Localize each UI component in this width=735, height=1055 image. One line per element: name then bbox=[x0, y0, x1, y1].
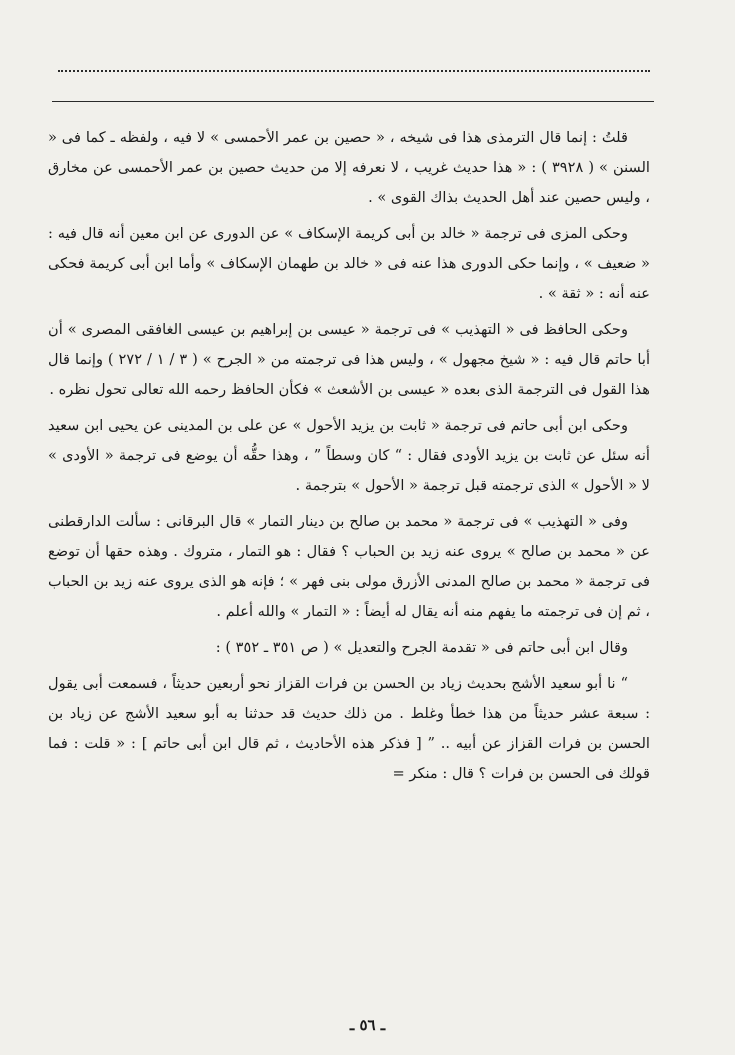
paragraph-6: وقال ابن أبى حاتم فى « تقدمة الجرح والتعديل » ( ص ٣٥١ ـ ٣٥٢ ) : bbox=[215, 639, 628, 656]
page-body bbox=[48, 123, 650, 795]
paragraph-3: وحكى الحافظ فى « التهذيب » فى ترجمة « عيسى بن إبراهيم بن عيسى الغافقى المصرى » أن أبا حاتم قال فيه : « شيخ مجهول » ، وليس هذا فى ترجمته من « الجرح » ( ٣ / ١ / ٢٧٢ ) وإنما قال هذا القول فى الترجمة الذى بعده « عيسى بن الأشعث » فكأن الحافظ رحمه الله تعالى تحول نظره . bbox=[48, 321, 650, 398]
paragraph-1: قلتُ : إنما قال الترمذى هذا فى شيخه ، « حصين بن عمر الأحمسى » لا فيه ، ولفظه ـ كما فى « السنن » ( ٣٩٢٨ ) : « هذا حديث غريب ، لا نعرفه إلا من حديث حصين بن عمر الأحمسى عن مخارق ، وليس حصين عند أهل الحديث بذاك القوى » . bbox=[48, 129, 650, 206]
paragraph-2: وحكى المزى فى ترجمة « خالد بن أبى كريمة الإسكاف » عن الدورى عن ابن معين أنه قال فيه : « ضعيف » ، وإنما حكى الدورى هذا عنه فى « خالد بن طهمان الإسكاف » وأما ابن أبى كريمة فحكى عنه أنه : « ثقة » . bbox=[48, 225, 650, 302]
paragraph-4: وحكى ابن أبى حاتم فى ترجمة « ثابت بن يزيد الأحول » عن على بن المدينى عن يحيى ابن سعيد أنه سئل عن ثابت بن يزيد الأودى فقال : “ كان وسطاً ” ، وهذا حقُّه أن يوضع فى ترجمة « الأودى » لا « الأحول » الذى ترجمته قبل ترجمة « الأحول » بترجمة . bbox=[48, 417, 650, 494]
page-number: ـ ٥٦ ـ bbox=[349, 1016, 386, 1034]
header-dotted-rule bbox=[58, 70, 650, 72]
paragraph-7: “ نا أبو سعيد الأشج بحديث زياد بن الحسن بن فرات القزاز نحو أربعين حديثاً ، فسمعت أبى يقول : سبعة عشر حديثاً من هذا خطأ وغلط . من ذلك حديث قد حدثنا به أبو سعيد الأشج عن زياد بن الحسن بن فرات القزاز عن أبيه .. ” [ فذكر هذه الأحاديث ، ثم قال ابن أبى حاتم ] : « قلت : فما قولك فى الحسن بن فرات ؟ قال : منكر = bbox=[48, 675, 650, 782]
header-solid-rule bbox=[52, 101, 654, 102]
paragraph-5: وفى « التهذيب » فى ترجمة « محمد بن صالح بن دينار التمار » قال البرقانى : سألت الدارقطنى عن « محمد بن صالح » يروى عنه زيد بن الحباب ؟ فقال : هو التمار ، متروك . وهذه حقها أن توضع فى ترجمة « محمد بن صالح المدنى الأزرق مولى بنى فهر » ؛ فإنه هو الذى يروى عنه زيد بن الحباب ، ثم إن فى ترجمته ما يفهم منه أنه يقال له أيضاً : « التمار » والله أعلم . bbox=[48, 513, 650, 620]
